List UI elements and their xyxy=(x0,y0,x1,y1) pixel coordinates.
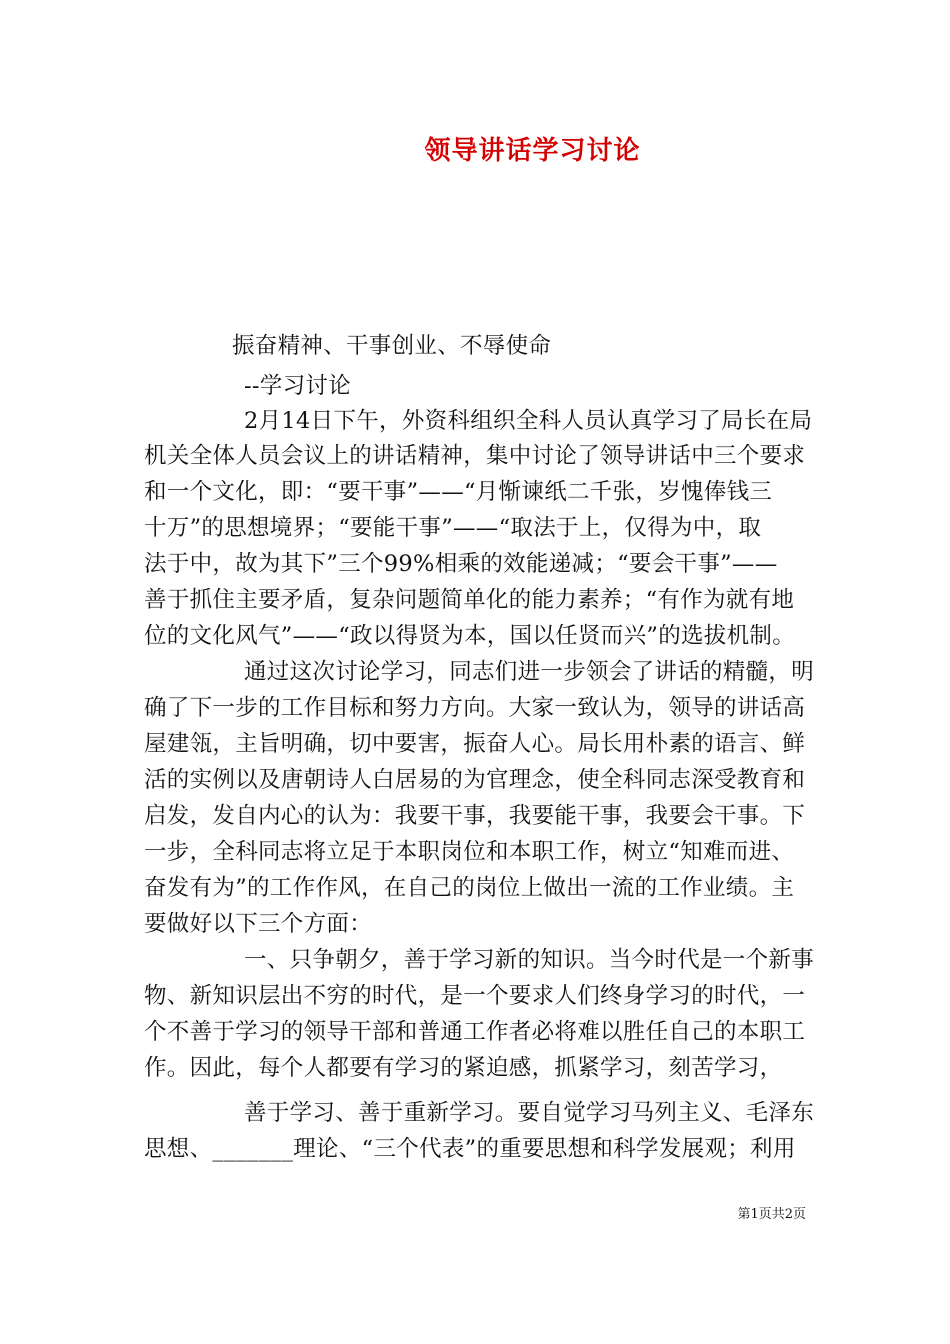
document-subtitle-2: --学习讨论 xyxy=(244,373,352,399)
body-line: 通过这次讨论学习，同志们进一步领会了讲话的精髓，明 xyxy=(244,659,815,685)
body-line: 个不善于学习的领导干部和普通工作者必将难以胜任自己的本职工 xyxy=(144,1019,806,1045)
body-line: 一步，全科同志将立足于本职岗位和本职工作，树立“知难而进、 xyxy=(144,839,795,865)
page-number: 第1页共2页 xyxy=(737,1207,806,1222)
body-line: 启发，发自内心的认为：我要干事，我要能干事，我要会干事。下 xyxy=(144,803,806,829)
document-subtitle: 振奋精神、干事创业、不辱使命 xyxy=(232,333,552,359)
body-line: 机关全体人员会议上的讲话精神，集中讨论了领导讲话中三个要求 xyxy=(144,443,806,469)
body-line: 善于抓住主要矛盾，复杂问题简单化的能力素养；“有作为就有地 xyxy=(144,587,795,613)
body-line: 思想、_______理论、“三个代表”的重要思想和科学发展观；利用 xyxy=(144,1136,796,1162)
body-line: 确了下一步的工作目标和努力方向。大家一致认为，领导的讲话高 xyxy=(144,695,806,721)
body-line: 2月14日下午，外资科组织全科人员认真学习了局长在局 xyxy=(244,408,813,434)
body-line: 要做好以下三个方面： xyxy=(144,911,373,937)
body-line: 一、只争朝夕，善于学习新的知识。当今时代是一个新事 xyxy=(244,947,815,973)
document-title: 领导讲话学习讨论 xyxy=(424,136,641,166)
body-line: 十万”的思想境界；“要能干事”——“取法于上，仅得为中，取 xyxy=(144,515,762,541)
body-line: 物、新知识层出不穷的时代，是一个要求人们终身学习的时代，一 xyxy=(144,983,806,1009)
body-line: 屋建瓴，主旨明确，切中要害，振奋人心。局长用朴素的语言、鲜 xyxy=(144,731,806,757)
body-line: 奋发有为”的工作作风，在自己的岗位上做出一流的工作业绩。主 xyxy=(144,875,795,901)
body-line: 位的文化风气”——“政以得贤为本，国以任贤而兴”的选拔机制。 xyxy=(144,623,796,649)
body-line: 作。因此，每个人都要有学习的紧迫感，抓紧学习，刻苦学习， xyxy=(144,1055,783,1081)
body-line: 法于中，故为其下”三个99%相乘的效能递减；“要会干事”—— xyxy=(144,551,778,577)
body-line: 善于学习、善于重新学习。要自觉学习马列主义、毛泽东 xyxy=(244,1100,815,1126)
body-line: 活的实例以及唐朝诗人白居易的为官理念，使全科同志深受教育和 xyxy=(144,767,806,793)
body-line: 和一个文化，即：“要干事”——“月惭谏纸二千张，岁愧俸钱三 xyxy=(144,479,773,505)
